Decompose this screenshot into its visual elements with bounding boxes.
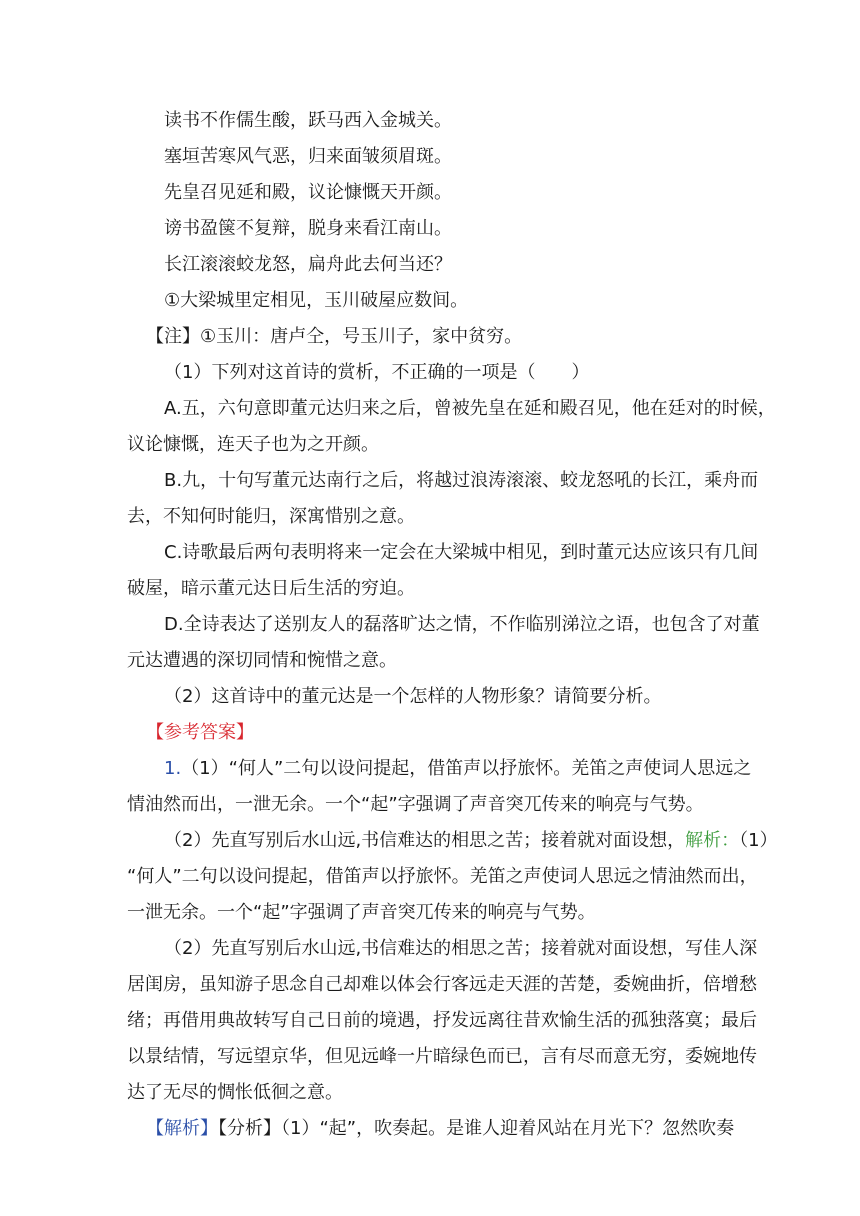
- analysis-tag: 【解析】: [146, 1118, 218, 1139]
- poem-line-1: 读书不作儒生酸，跃马西入金城关。: [164, 110, 452, 131]
- poem-line-6: ①大梁城里定相见，玉川破屋应数间。: [164, 290, 469, 311]
- option-b-line-2: 去，不知何时能归，深寓惜别之意。: [127, 506, 415, 527]
- answer-4-line-3: 绪；再借用典故转写自己日前的境遇，抒发远离往昔欢愉生活的孤独落寞；最后: [127, 1010, 757, 1031]
- question-1: （1）下列对这首诗的赏析，不正确的一项是（ ）: [164, 362, 590, 383]
- answer-1-text: （1）“何人”二句以设问提起，借笛声以抒旅怀。羌笛之声使词人思远之: [181, 758, 752, 779]
- answer-1-line-1: [0, 757, 860, 781]
- final-analysis-text: （1）“起”，吹奏起。是谁人迎着风站在月光下？忽然吹奏: [281, 1118, 735, 1139]
- poem-line-3: 先皇召见延和殿，议论慷慨天开颜。: [164, 182, 452, 203]
- poem-line-5: 长江滚滚蛟龙怒，扁舟此去何当还？: [164, 254, 452, 275]
- fenxi-tag: 【分析】: [218, 1118, 281, 1139]
- option-c-line-1: C.诗歌最后两句表明将来一定会在大梁城中相见，到时董元达应该只有几间: [164, 542, 759, 563]
- answer-3-line-2: 一泄无余。一个“起”字强调了声音突兀传来的响亮与气势。: [127, 902, 596, 923]
- poem-line-2: 塞垣苦寒风气恶，归来面皱须眉斑。: [164, 146, 452, 167]
- answer-1-line-2: 情油然而出，一泄无余。一个“起”字强调了声音突兀传来的响亮与气势。: [127, 794, 704, 815]
- option-d-line-1: D.全诗表达了送别友人的磊落旷达之情，不作临别涕泣之语，也包含了对董: [164, 614, 760, 635]
- answer-4-line-4: 以景结情，写远望京华，但见远峰一片暗绿色而已，言有尽而意无穷，委婉地传: [127, 1046, 757, 1067]
- answer-2-tail: （1）: [739, 830, 778, 851]
- footnote: 【注】①玉川：唐卢仝，号玉川子，家中贫穷。: [146, 326, 523, 347]
- option-a-line-2: 议论慷慨，连天子也为之开颜。: [127, 434, 379, 455]
- answer-3-line-1: “何人”二句以设问提起，借笛声以抒旅怀。羌笛之声使词人思远之情油然而出，: [127, 866, 758, 887]
- answer-number: 1.: [164, 758, 182, 779]
- answer-4-line-5: 达了无尽的惆怅低徊之意。: [127, 1082, 343, 1103]
- question-2: （2）这首诗中的董元达是一个怎样的人物形象？请简要分析。: [164, 686, 662, 707]
- answer-2-line: [0, 829, 860, 853]
- option-d-line-2: 元达遭遇的深切同情和惋惜之意。: [127, 650, 397, 671]
- answer-2-text: （2）先直写别后水山远,书信难达的相思之苦；接着就对面设想，: [164, 830, 686, 851]
- option-a-line-1: A.五，六句意即董元达归来之后，曾被先皇在延和殿召见，他在廷对的时候，: [164, 398, 776, 419]
- analysis-label: 解析：: [685, 830, 740, 851]
- reference-answer-heading: 【参考答案】: [146, 722, 254, 743]
- answer-4-line-2: 居闺房，虽知游子思念自己却难以体会行客远走天涯的苦楚，委婉曲折，倍增愁: [127, 974, 757, 995]
- answer-4-line-1: （2）先直写别后水山远,书信难达的相思之苦；接着就对面设想，写佳人深: [164, 938, 758, 959]
- option-b-line-1: B.九，十句写董元达南行之后，将越过浪涛滚滚、蛟龙怒吼的长江，乘舟而: [164, 470, 759, 491]
- option-c-line-2: 破屋，暗示董元达日后生活的穷迫。: [127, 578, 415, 599]
- final-analysis-line: [0, 1117, 860, 1141]
- poem-line-4: 谤书盈箧不复辩，脱身来看江南山。: [164, 218, 452, 239]
